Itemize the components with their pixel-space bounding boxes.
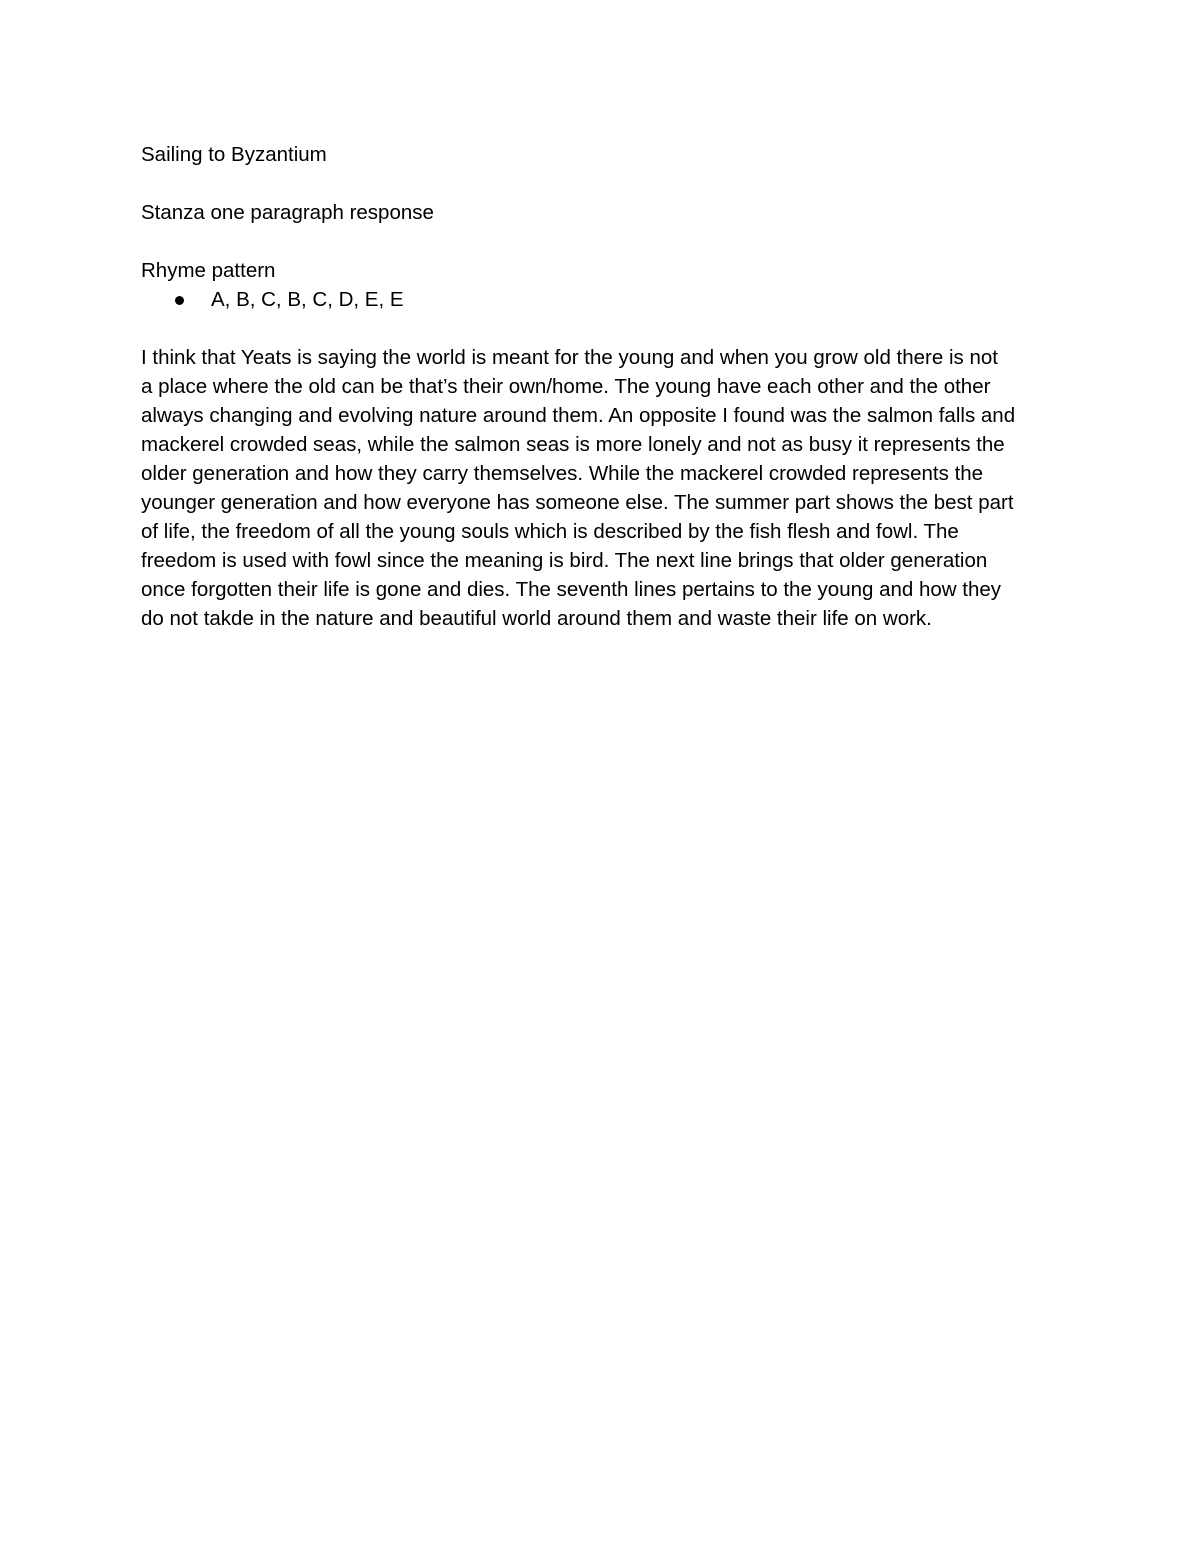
paragraph-line: I think that Yeats is saying the world is meant for the young and when you grow old there is not [141, 346, 998, 369]
paragraph-line: always changing and evolving nature around them. An opposite I found was the salmon falls and [141, 404, 1016, 427]
document-body [141, 140, 1061, 633]
bullet-icon [175, 296, 184, 305]
paragraph-line: older generation and how they carry themselves. While the mackerel crowded represents the [141, 462, 984, 485]
rhyme-pattern-text: A, B, C, B, C, D, E, E [211, 288, 404, 311]
paragraph-line: a place where the old can be that’s their own/home. The young have each other and the other [141, 375, 991, 398]
document-title: Sailing to Byzantium [141, 143, 327, 166]
paragraph-line: do not takde in the nature and beautiful world around them and waste their life on work. [141, 607, 932, 630]
paragraph-line: of life, the freedom of all the young souls which is described by the fish flesh and fowl. The [141, 520, 959, 543]
rhyme-pattern-list [141, 285, 1061, 314]
paragraph-line: mackerel crowded seas, while the salmon seas is more lonely and not as busy it represents the [141, 433, 1005, 456]
document-subtitle: Stanza one paragraph response [141, 201, 434, 224]
list-item [141, 285, 1061, 314]
rhyme-pattern-heading: Rhyme pattern [141, 259, 276, 282]
paragraph-line: once forgotten their life is gone and dies. The seventh lines pertains to the young and how they [141, 578, 1002, 601]
response-paragraph [141, 343, 1061, 633]
paragraph-line: younger generation and how everyone has someone else. The summer part shows the best part [141, 491, 1014, 514]
paragraph-line: freedom is used with fowl since the meaning is bird. The next line brings that older generation [141, 549, 988, 572]
